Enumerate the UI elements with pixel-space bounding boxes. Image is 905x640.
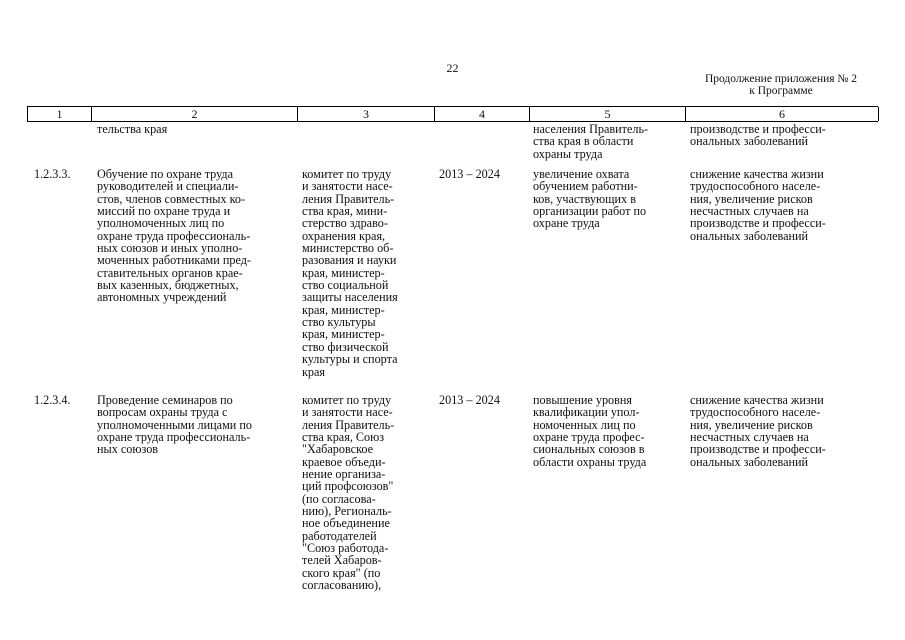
continuation-line-1: Продолжение приложения № 2 [704, 73, 858, 85]
row-period: 2013 – 2024 [439, 393, 500, 407]
row-consequences: производстве и професси- ональных заболеваний [690, 122, 826, 149]
continuation-line-2: к Программе [749, 85, 813, 97]
column-number-2: 2 [91, 107, 297, 121]
row-measure-text: Проведение семинаров по вопросам охраны труда с уполномоченными лицами по охране труда профессиональ- ных союзов [97, 393, 252, 457]
row-consequences: снижение качества жизни трудоспособного населе- ния, увеличение рисков несчастных случаев на производстве и професси- ональных заболеваний [690, 167, 826, 243]
row-expected-result: населения Правитель- ства края в области охраны труда [533, 122, 649, 161]
column-number-5: 5 [529, 107, 685, 121]
row-item-number: 1.2.3.3. [34, 167, 71, 181]
row-consequences: снижение качества жизни трудоспособного населе- ния, увеличение рисков несчастных случаев на производстве и професси- ональных заболеваний [690, 393, 826, 469]
page-number: 22 [446, 61, 459, 75]
column-number-6: 6 [685, 107, 879, 121]
row-item-number: 1.2.3.4. [34, 393, 71, 407]
row-period: 2013 – 2024 [439, 167, 500, 181]
table-header-row [27, 106, 878, 122]
column-number-3: 3 [297, 107, 434, 121]
row-expected-result: увеличение охвата обучением работни- ков, участвующих в организации работ по охране труда [533, 167, 647, 231]
row-measure-text: Обучение по охране труда руководителей и специали- стов, членов совместных ко- миссий по охране труда и уполномоченных лиц по охране труда профессиональ- ных союзов и иных уполно- моченных работниками пред- ставительных органов крае- вых казенных, бюджетных, автономных учреждений [97, 167, 251, 305]
column-number-1: 1 [27, 107, 91, 121]
column-number-4: 4 [434, 107, 529, 121]
row-expected-result: повышение уровня квалификации упол- номоченных лиц по охране труда профес- сиональных союзов в области охраны труда [533, 393, 647, 469]
row-executors: комитет по труду и занятости насе- ления Правитель- ства края, Союз "Хабаровское краевое объеди- нение организа- ций профсоюзов" (по согласова- нию), Региональ- ное объединение работодателей "Союз работода- телей Хабаров- ского края" (по согласованию), [302, 393, 395, 593]
row-measure-text: тельства края [97, 122, 168, 136]
row-executors: комитет по труду и занятости насе- ления Правитель- ства края, мини- стерство здраво- охранения края, министерство об- разования и науки края, министер- ство социальной защиты населения края, министер- ство культуры края, министер- ство физической культуры и спорта края [302, 167, 398, 379]
continuation-note [686, 73, 876, 97]
